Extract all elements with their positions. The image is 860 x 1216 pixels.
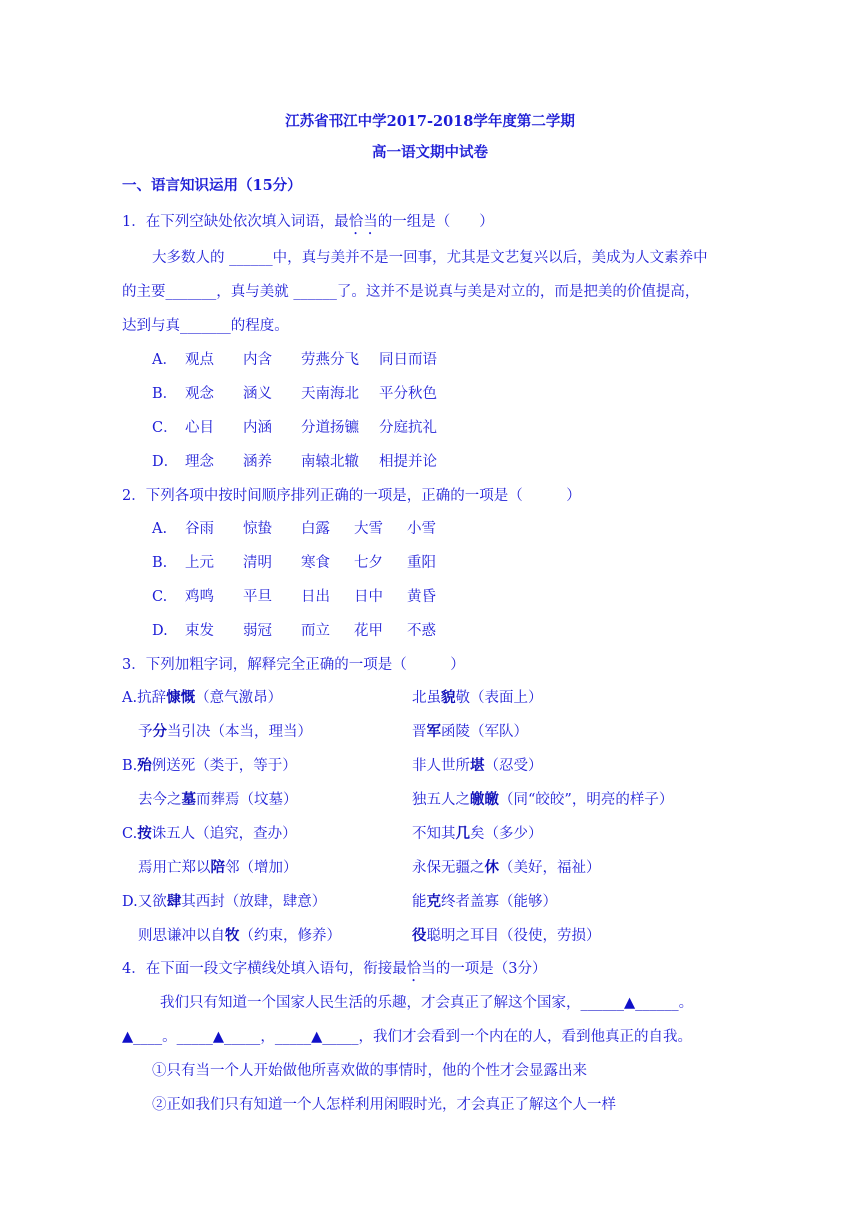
option-word: 谷雨 [185, 521, 214, 537]
q4-stem-part-b: 当的一项是（3分） [421, 961, 547, 977]
q3-row-right [412, 756, 543, 776]
q3-row-right [412, 858, 601, 878]
option-word: 七夕 [354, 555, 383, 571]
q3-row-right [412, 688, 543, 708]
option-label: B. [152, 555, 168, 571]
q4-blank-2: ▲____ [122, 1029, 163, 1045]
q3-text: 非人世所 [412, 758, 470, 774]
q3-text: D.又欲 [122, 894, 167, 910]
q1-stem-emphasis: 恰当 [348, 214, 378, 230]
option-word: 花甲 [354, 623, 383, 639]
q1-option-b [152, 384, 437, 404]
q3-row-right [412, 790, 673, 810]
option-label: D． [152, 454, 179, 470]
option-word: 涵养 [243, 454, 272, 470]
option-label: C. [152, 589, 168, 605]
q3-text: （美好，福祉） [499, 860, 601, 876]
q3-text: 邻（增加） [225, 860, 298, 876]
q3-text: （忍受） [484, 758, 543, 774]
q3-text: 不知其 [412, 826, 456, 842]
q3-text: 当引决（本当，理当） [167, 724, 312, 740]
q3-row-left [122, 688, 282, 708]
q3-text: 独五人之 [412, 792, 470, 808]
option-word: 大雪 [354, 521, 383, 537]
option-label: D. [152, 623, 168, 639]
option-word: 鸡鸣 [185, 589, 214, 605]
q4-stem-part-a: 4．在下面一段文字横线处填入语句，衔接最 [122, 961, 407, 977]
q3-bold-word: 墓 [181, 791, 196, 808]
q3-row-right [412, 892, 557, 912]
q4-blank-3: _____▲_____ [176, 1029, 261, 1045]
option-word: 清明 [243, 555, 272, 571]
option-word: 束发 [185, 623, 214, 639]
option-word: 重阳 [407, 555, 436, 571]
option-word: 小雪 [407, 521, 436, 537]
q4-stem-emphasis: 恰 [406, 961, 422, 977]
q4-sentence-1: ①只有当一个人开始做他所喜欢做的事情时，他的个性才会显露出来 [152, 1063, 587, 1079]
q3-bold-word: 肆 [166, 893, 182, 910]
option-word: 白露 [301, 521, 330, 537]
question-4-stem [122, 959, 546, 985]
q3-text: 例送死（类于，等于） [151, 758, 297, 774]
q3-text: A.抗辞 [122, 690, 167, 706]
question-2-stem: 2．下列各项中按时间顺序排列正确的一项是，正确的一项是（ ） [122, 488, 581, 504]
option-word: 不惑 [407, 623, 436, 639]
q3-row-left [122, 824, 297, 844]
q3-bold-word: 军 [426, 723, 441, 740]
q3-text: 焉用亡郑以 [138, 860, 211, 876]
question-3-stem: 3．下列加粗字词，解释完全正确的一项是（ ） [122, 657, 465, 673]
option-label: C． [152, 420, 178, 436]
option-word: 而立 [301, 623, 330, 639]
q1-passage-line-2: 的主要_______，真与美就 ______了。这并不是说真与美是对立的，而是把美的价值提高， [122, 284, 700, 300]
q4-text: 。 [162, 1029, 177, 1045]
q3-text: 永保无疆之 [412, 860, 485, 876]
option-word: 寒食 [301, 555, 330, 571]
q1-stem-part-a: 1．在下列空缺处依次填入词语，最 [122, 214, 349, 230]
q4-sentence-2: ②正如我们只有知道一个人怎样利用闲暇时光，才会真正了解这个人一样 [152, 1097, 616, 1113]
q3-bold-word: 休 [484, 859, 499, 876]
q1-passage-line-3: 达到与真_______的程度。 [122, 318, 289, 334]
q3-bold-word: 牧 [225, 927, 240, 944]
q3-bold-word: 堪 [470, 757, 485, 774]
q1-passage-line-1: 大多数人的 ______中，真与美并不是一回事，尤其是文艺复兴以后，美成为人文素养中 [152, 250, 708, 266]
q3-text: （约束，修养） [239, 928, 341, 944]
option-word: 上元 [185, 555, 214, 571]
option-word: 平旦 [243, 589, 272, 605]
option-word: 理念 [185, 454, 214, 470]
q3-text: 函陵（军队） [441, 724, 528, 740]
q3-bold-word: 陪 [210, 859, 225, 876]
option-word: 惊蛰 [243, 521, 272, 537]
q4-text: ， [260, 1029, 275, 1045]
q3-bold-word: 殆 [137, 757, 152, 774]
q3-text: （意气激昂） [195, 690, 283, 706]
section-heading: 一、语言知识运用（15分） [122, 177, 302, 194]
exam-title: 江苏省邗江中学2017-2018学年度第二学期 [285, 113, 575, 130]
q3-row-left [122, 892, 326, 912]
q3-text: 敬（表面上） [455, 690, 543, 706]
q4-blank-4: _____▲_____ [274, 1029, 359, 1045]
option-word: 天南海北 [301, 386, 359, 402]
q3-text: C. [122, 826, 138, 842]
option-label: A. [152, 521, 168, 537]
q3-text: 诛五人（追究，查办） [151, 826, 297, 842]
option-word: 黄昏 [407, 589, 436, 605]
q4-text: 。 [678, 995, 694, 1011]
q2-option-a [152, 519, 436, 539]
q3-bold-word: 按 [137, 825, 152, 842]
option-word: 涵义 [243, 386, 272, 402]
q3-text: 而葬焉（坟墓） [196, 792, 298, 808]
q3-row-left [122, 756, 297, 776]
q3-row-left [138, 722, 312, 742]
q3-row-right [412, 824, 543, 844]
q4-blank-1: ______▲______ [580, 995, 679, 1011]
q3-text: 晋 [412, 724, 427, 740]
q3-text: 其西封（放肆，肆意） [181, 894, 327, 910]
q3-row-left [138, 926, 341, 946]
option-word: 分庭抗礼 [379, 420, 437, 436]
q2-option-b [152, 553, 436, 573]
q2-option-c [152, 587, 436, 607]
q3-text: 聪明之耳目（役使，劳损） [426, 928, 601, 944]
q3-text: 去今之 [138, 792, 182, 808]
option-word: 日出 [301, 589, 330, 605]
option-label: B． [152, 386, 178, 402]
option-word: 弱冠 [243, 623, 272, 639]
question-1-stem [122, 212, 494, 238]
option-word: 心目 [185, 420, 214, 436]
q1-stem-part-b: 的一组是（ ） [377, 214, 494, 230]
option-word: 平分秋色 [379, 386, 437, 402]
option-word: 内涵 [243, 420, 272, 436]
q4-text: ，我们才会看到一个内在的人，看到他真正的自我。 [358, 1029, 692, 1045]
q4-passage-line-2 [122, 1027, 692, 1047]
q1-option-a [152, 350, 437, 370]
option-word: 观点 [185, 352, 214, 368]
option-word: 日中 [354, 589, 383, 605]
option-word: 劳燕分飞 [301, 352, 359, 368]
q3-bold-word: 分 [152, 723, 167, 740]
q3-text: （同“皎皎”，明亮的样子） [499, 792, 674, 808]
q3-bold-word: 皦皦 [470, 791, 499, 808]
q3-text: 予 [138, 724, 153, 740]
option-word: 分道扬镳 [301, 420, 359, 436]
q3-text: 则思谦冲以自 [138, 928, 225, 944]
q3-bold-word: 貌 [441, 689, 456, 706]
option-word: 同日而语 [379, 352, 437, 368]
q3-bold-word: 役 [412, 927, 427, 944]
q4-text: 我们只有知道一个国家人民生活的乐趣，才会真正了解这个国家， [160, 995, 581, 1011]
q3-bold-word: 克 [426, 893, 441, 910]
option-word: 相提并论 [379, 454, 437, 470]
option-label: A． [152, 352, 177, 368]
q3-text: 矣（多少） [470, 826, 543, 842]
q3-row-right [412, 926, 601, 946]
q3-text: 能 [412, 894, 427, 910]
q3-row-left [138, 790, 298, 810]
q1-option-d [152, 452, 437, 472]
q3-row-right [412, 722, 528, 742]
q3-bold-word: 慷慨 [166, 689, 196, 706]
q2-option-d [152, 621, 436, 641]
q4-passage-line-1 [160, 993, 693, 1013]
option-word: 内含 [243, 352, 272, 368]
q3-text: B. [122, 758, 138, 774]
exam-subtitle: 高一语文期中试卷 [372, 144, 488, 161]
option-word: 观念 [185, 386, 214, 402]
q3-text: 终者盖寡（能够） [441, 894, 557, 910]
q1-option-c [152, 418, 437, 438]
option-word: 南辕北辙 [301, 454, 359, 470]
q3-bold-word: 几 [455, 825, 470, 842]
q3-row-left [138, 858, 298, 878]
q3-text: 北虽 [412, 690, 441, 706]
